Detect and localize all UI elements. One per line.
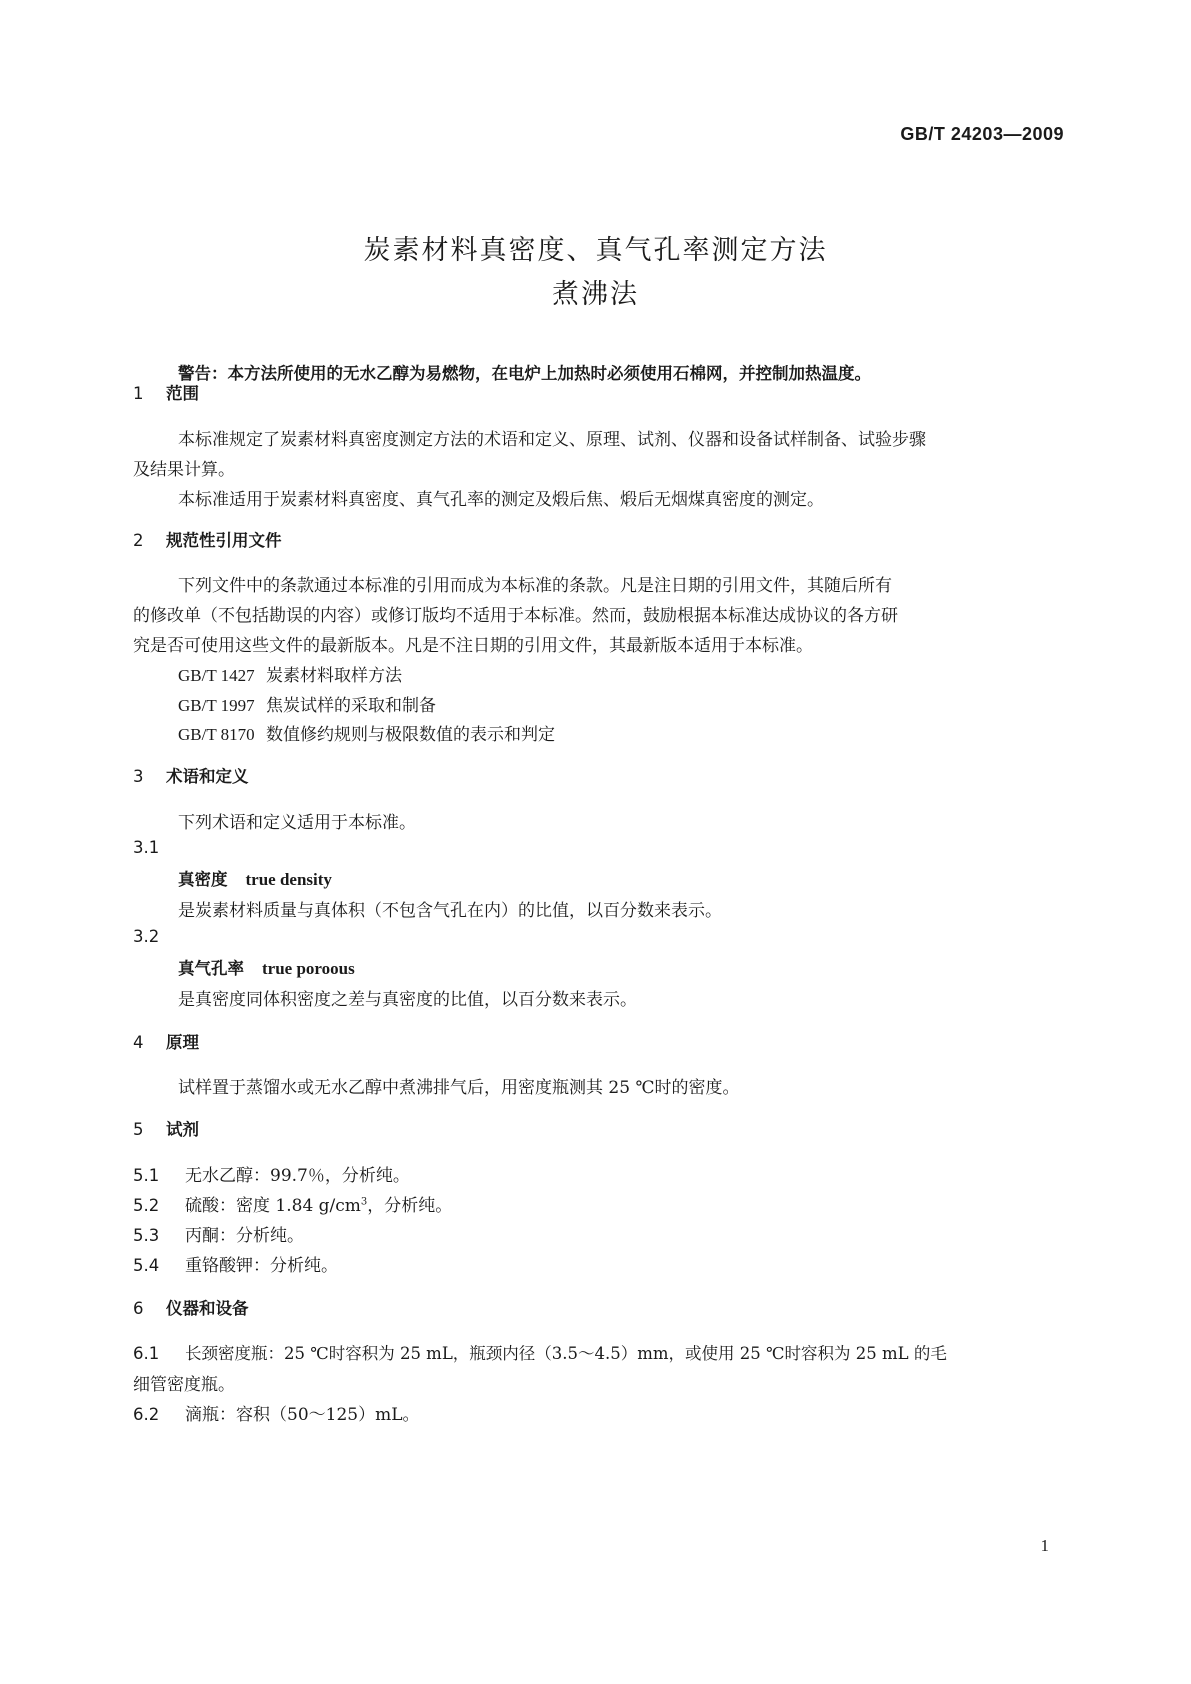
section-title: 原理: [166, 1033, 199, 1052]
item-text: 滴瓶：容积（50～125）mL。: [185, 1405, 420, 1425]
list-item: [133, 1400, 420, 1425]
clause-number: 3.1: [133, 838, 160, 857]
section-4-heading: [133, 1029, 199, 1053]
list-item: [133, 1191, 452, 1216]
item-text: 长颈密度瓶：25 ℃时容积为 25 mL，瓶颈内径（3.5～4.5）mm，或使用 25 ℃时容积为 25 mL 的毛: [185, 1344, 947, 1363]
section-title: 范围: [166, 384, 199, 403]
paragraph: 究是否可使用这些文件的最新版本。凡是不注日期的引用文件，其最新版本适用于本标准。: [133, 636, 813, 656]
section-6-heading: [133, 1295, 249, 1319]
section-1-heading: [133, 380, 199, 404]
section-title: 规范性引用文件: [166, 531, 282, 550]
reference-item: [178, 661, 402, 686]
section-number: 6: [133, 1299, 144, 1318]
warning-notice: 警告：本方法所使用的无水乙醇为易燃物，在电炉上加热时必须使用石棉网，并控制加热温度。: [178, 364, 871, 383]
reference-item: [178, 691, 436, 716]
list-item: [133, 1340, 947, 1364]
superscript: 3: [360, 1196, 368, 1208]
section-2-heading: [133, 527, 282, 551]
item-continuation: 细管密度瓶。: [133, 1375, 235, 1395]
item-text: 丙酮：分析纯。: [185, 1226, 304, 1246]
item-text: 无水乙醇：99.7％，分析纯。: [185, 1166, 410, 1186]
term-definition: 是真密度同体积密度之差与真密度的比值，以百分数来表示。: [178, 990, 637, 1010]
reference-title: 焦炭试样的采取和制备: [266, 696, 436, 716]
page-number: 1: [1040, 1536, 1049, 1555]
document-title: 炭素材料真密度、真气孔率测定方法: [363, 235, 828, 266]
term-zh: 真气孔率: [178, 959, 244, 978]
paragraph: 试样置于蒸馏水或无水乙醇中煮沸排气后，用密度瓶测其 25 ℃时的密度。: [178, 1078, 740, 1098]
reference-code: GB/T 1997: [178, 696, 255, 715]
reference-title: 数值修约规则与极限数值的表示和判定: [266, 725, 555, 745]
term-en: true density: [245, 870, 332, 889]
item-number: 6.2: [133, 1405, 160, 1424]
section-number: 2: [133, 531, 144, 550]
item-text: ，分析纯。: [367, 1196, 453, 1216]
section-number: 4: [133, 1033, 144, 1052]
item-text: 硫酸：密度 1.84 g/cm: [185, 1196, 361, 1216]
item-text: 重铬酸钾：分析纯。: [185, 1256, 338, 1276]
item-number: 5.2: [133, 1196, 160, 1215]
reference-code: GB/T 8170: [178, 725, 255, 744]
clause-number: 3.2: [133, 927, 160, 946]
section-number: 1: [133, 384, 144, 403]
list-item: [133, 1221, 304, 1246]
item-number: 6.1: [133, 1344, 160, 1363]
reference-item: [178, 720, 555, 745]
section-title: 仪器和设备: [166, 1299, 249, 1318]
paragraph: 下列术语和定义适用于本标准。: [178, 813, 416, 833]
item-number: 5.4: [133, 1256, 160, 1275]
term-entry: [178, 866, 332, 890]
list-item: [133, 1161, 410, 1186]
term-entry: [178, 955, 355, 979]
paragraph: 本标准适用于炭素材料真密度、真气孔率的测定及煅后焦、煅后无烟煤真密度的测定。: [178, 490, 824, 510]
section-title: 术语和定义: [166, 767, 249, 786]
reference-code: GB/T 1427: [178, 666, 255, 685]
section-title: 试剂: [166, 1120, 199, 1139]
paragraph: 的修改单（不包括勘误的内容）或修订版均不适用于本标准。然而，鼓励根据本标准达成协议的各方研: [133, 606, 898, 626]
standard-number: GB/T 24203—2009: [900, 124, 1064, 144]
term-definition: 是炭素材料质量与真体积（不包含气孔在内）的比值，以百分数来表示。: [178, 901, 722, 921]
term-en: true poroous: [262, 959, 355, 978]
paragraph: 及结果计算。: [133, 460, 235, 480]
section-5-heading: [133, 1116, 199, 1140]
document-subtitle: 煮沸法: [552, 279, 639, 310]
term-zh: 真密度: [178, 870, 228, 889]
paragraph: 本标准规定了炭素材料真密度测定方法的术语和定义、原理、试剂、仪器和设备试样制备、试验步骤: [178, 430, 926, 450]
section-number: 3: [133, 767, 144, 786]
section-number: 5: [133, 1120, 144, 1139]
reference-title: 炭素材料取样方法: [266, 666, 402, 686]
item-number: 5.3: [133, 1226, 160, 1245]
item-number: 5.1: [133, 1166, 160, 1185]
paragraph: 下列文件中的条款通过本标准的引用而成为本标准的条款。凡是注日期的引用文件，其随后所有: [178, 576, 892, 596]
list-item: [133, 1251, 338, 1276]
section-3-heading: [133, 763, 249, 787]
